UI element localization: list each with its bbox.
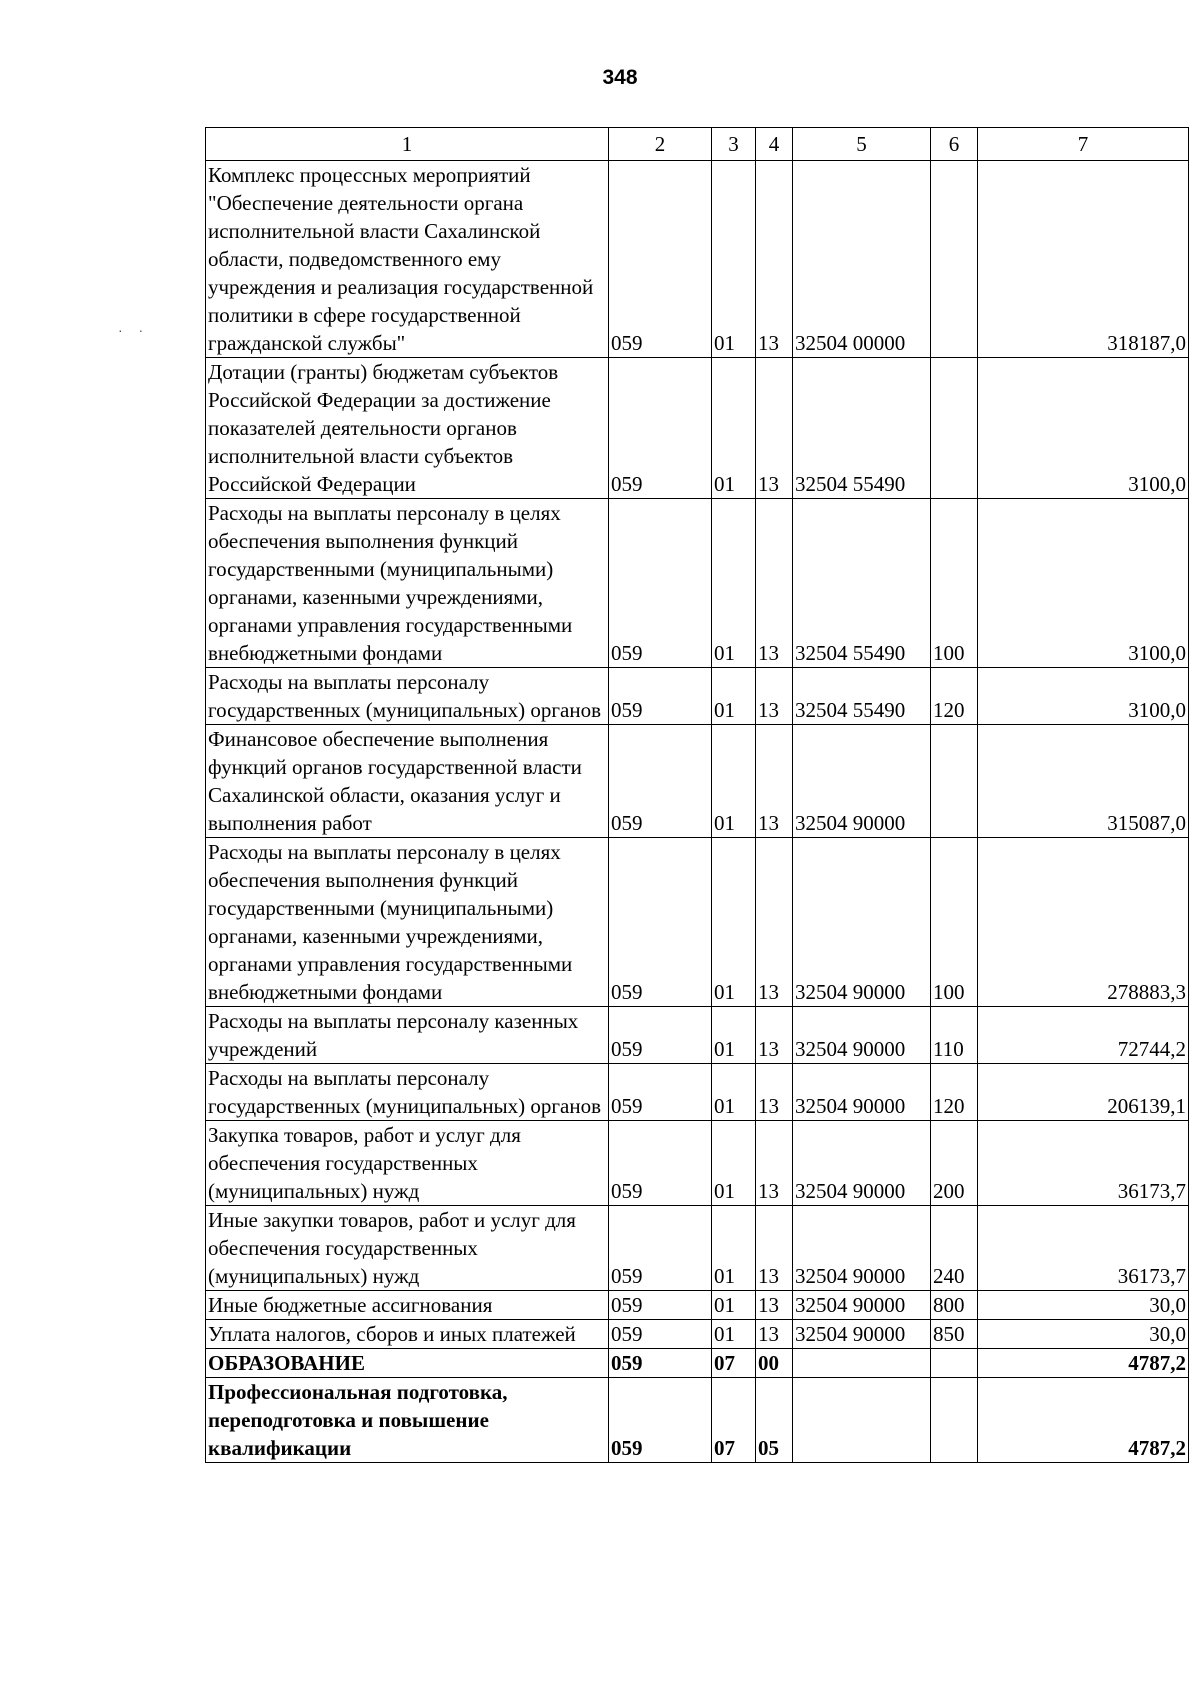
expense-type-cell	[931, 358, 978, 499]
row-name-cell: Закупка товаров, работ и услуг для обеспечения государственных (муниципальных) нужд	[206, 1121, 609, 1206]
target-article-cell: 32504 90000	[793, 838, 931, 1007]
amount-cell: 3100,0	[978, 668, 1189, 725]
expense-type-cell: 240	[931, 1206, 978, 1291]
expense-type-cell	[931, 161, 978, 358]
row-name-cell: Расходы на выплаты персоналу государственных (муниципальных) органов	[206, 1064, 609, 1121]
table-row	[206, 499, 1189, 668]
table-row	[206, 1349, 1189, 1378]
amount-cell: 3100,0	[978, 499, 1189, 668]
subsection-code-cell: 13	[756, 838, 793, 1007]
row-name-cell: Расходы на выплаты персоналу казенных учреждений	[206, 1007, 609, 1064]
amount-cell: 206139,1	[978, 1064, 1189, 1121]
expense-type-cell: 800	[931, 1291, 978, 1320]
row-name-cell: Профессиональная подготовка, переподготовка и повышение квалификации	[206, 1378, 609, 1463]
subsection-code-cell: 13	[756, 1121, 793, 1206]
expense-type-cell	[931, 725, 978, 838]
amount-cell: 278883,3	[978, 838, 1189, 1007]
section-code-cell: 01	[712, 1320, 756, 1349]
ministry-code-cell: 059	[609, 725, 712, 838]
budget-table	[205, 127, 1189, 1463]
header-cell-2: 2	[609, 128, 712, 161]
amount-cell: 315087,0	[978, 725, 1189, 838]
section-code-cell: 01	[712, 358, 756, 499]
amount-cell: 36173,7	[978, 1121, 1189, 1206]
table-row	[206, 725, 1189, 838]
header-cell-1: 1	[206, 128, 609, 161]
target-article-cell: 32504 90000	[793, 1320, 931, 1349]
subsection-code-cell: 13	[756, 1291, 793, 1320]
expense-type-cell: 100	[931, 499, 978, 668]
expense-type-cell: 850	[931, 1320, 978, 1349]
target-article-cell: 32504 90000	[793, 1064, 931, 1121]
ministry-code-cell: 059	[609, 1064, 712, 1121]
subsection-code-cell: 13	[756, 668, 793, 725]
row-name-cell: Расходы на выплаты персоналу государственных (муниципальных) органов	[206, 668, 609, 725]
ministry-code-cell: 059	[609, 838, 712, 1007]
section-code-cell: 07	[712, 1378, 756, 1463]
ministry-code-cell: 059	[609, 1320, 712, 1349]
section-code-cell: 01	[712, 1121, 756, 1206]
row-name-cell: Расходы на выплаты персоналу в целях обеспечения выполнения функций государственными (муниципальными) органами, казенными учреждениями, органами управления государственными внебюджетными фондами	[206, 838, 609, 1007]
expense-type-cell: 110	[931, 1007, 978, 1064]
target-article-cell: 32504 90000	[793, 1291, 931, 1320]
target-article-cell	[793, 1378, 931, 1463]
ministry-code-cell: 059	[609, 1291, 712, 1320]
subsection-code-cell: 13	[756, 161, 793, 358]
table-row	[206, 1378, 1189, 1463]
scan-marks: · ·	[118, 322, 150, 338]
table-row	[206, 161, 1189, 358]
row-name-cell: Комплекс процессных мероприятий "Обеспечение деятельности органа исполнительной власти Сахалинской области, подведомственного ему учреждения и реализация государственной политики в сфере государственной гражданской службы"	[206, 161, 609, 358]
row-name-cell: Иные закупки товаров, работ и услуг для обеспечения государственных (муниципальных) нужд	[206, 1206, 609, 1291]
ministry-code-cell: 059	[609, 161, 712, 358]
ministry-code-cell: 059	[609, 499, 712, 668]
subsection-code-cell: 13	[756, 725, 793, 838]
section-code-cell: 01	[712, 1064, 756, 1121]
row-name-cell: Иные бюджетные ассигнования	[206, 1291, 609, 1320]
ministry-code-cell: 059	[609, 1121, 712, 1206]
ministry-code-cell: 059	[609, 1007, 712, 1064]
section-code-cell: 07	[712, 1349, 756, 1378]
section-code-cell: 01	[712, 838, 756, 1007]
amount-cell: 318187,0	[978, 161, 1189, 358]
amount-cell: 30,0	[978, 1320, 1189, 1349]
expense-type-cell: 120	[931, 1064, 978, 1121]
subsection-code-cell: 05	[756, 1378, 793, 1463]
header-cell-4: 4	[756, 128, 793, 161]
row-name-cell: Расходы на выплаты персоналу в целях обеспечения выполнения функций государственными (муниципальными) органами, казенными учреждениями, органами управления государственными внебюджетными фондами	[206, 499, 609, 668]
amount-cell: 36173,7	[978, 1206, 1189, 1291]
section-code-cell: 01	[712, 1007, 756, 1064]
header-cell-6: 6	[931, 128, 978, 161]
target-article-cell: 32504 55490	[793, 668, 931, 725]
amount-cell: 72744,2	[978, 1007, 1189, 1064]
target-article-cell: 32504 55490	[793, 499, 931, 668]
header-row	[206, 128, 1189, 161]
target-article-cell: 32504 55490	[793, 358, 931, 499]
target-article-cell: 32504 00000	[793, 161, 931, 358]
target-article-cell	[793, 1349, 931, 1378]
row-name-cell: Дотации (гранты) бюджетам субъектов Российской Федерации за достижение показателей деятельности органов исполнительной власти субъектов Российской Федерации	[206, 358, 609, 499]
section-code-cell: 01	[712, 725, 756, 838]
table-row	[206, 838, 1189, 1007]
amount-cell: 30,0	[978, 1291, 1189, 1320]
amount-cell: 3100,0	[978, 358, 1189, 499]
expense-type-cell: 200	[931, 1121, 978, 1206]
expense-type-cell: 100	[931, 838, 978, 1007]
section-code-cell: 01	[712, 499, 756, 668]
subsection-code-cell: 13	[756, 1007, 793, 1064]
expense-type-cell	[931, 1378, 978, 1463]
ministry-code-cell: 059	[609, 668, 712, 725]
amount-cell: 4787,2	[978, 1378, 1189, 1463]
target-article-cell: 32504 90000	[793, 1206, 931, 1291]
table-row	[206, 1121, 1189, 1206]
target-article-cell: 32504 90000	[793, 1121, 931, 1206]
subsection-code-cell: 13	[756, 358, 793, 499]
row-name-cell: Финансовое обеспечение выполнения функций органов государственной власти Сахалинской области, оказания услуг и выполнения работ	[206, 725, 609, 838]
section-code-cell: 01	[712, 161, 756, 358]
ministry-code-cell: 059	[609, 1206, 712, 1291]
subsection-code-cell: 13	[756, 499, 793, 668]
subsection-code-cell: 00	[756, 1349, 793, 1378]
row-name-cell: Уплата налогов, сборов и иных платежей	[206, 1320, 609, 1349]
header-cell-3: 3	[712, 128, 756, 161]
section-code-cell: 01	[712, 1291, 756, 1320]
table-row	[206, 1320, 1189, 1349]
header-cell-5: 5	[793, 128, 931, 161]
header-cell-7: 7	[978, 128, 1189, 161]
table-row	[206, 1291, 1189, 1320]
target-article-cell: 32504 90000	[793, 1007, 931, 1064]
subsection-code-cell: 13	[756, 1206, 793, 1291]
ministry-code-cell: 059	[609, 1378, 712, 1463]
expense-type-cell: 120	[931, 668, 978, 725]
page-number: 348	[602, 66, 638, 89]
section-code-cell: 01	[712, 1206, 756, 1291]
table-row	[206, 358, 1189, 499]
section-code-cell: 01	[712, 668, 756, 725]
ministry-code-cell: 059	[609, 1349, 712, 1378]
target-article-cell: 32504 90000	[793, 725, 931, 838]
table-row	[206, 1064, 1189, 1121]
subsection-code-cell: 13	[756, 1064, 793, 1121]
table-row	[206, 668, 1189, 725]
subsection-code-cell: 13	[756, 1320, 793, 1349]
expense-type-cell	[931, 1349, 978, 1378]
ministry-code-cell: 059	[609, 358, 712, 499]
table-row	[206, 1206, 1189, 1291]
row-name-cell: ОБРАЗОВАНИЕ	[206, 1349, 609, 1378]
table-row	[206, 1007, 1189, 1064]
amount-cell: 4787,2	[978, 1349, 1189, 1378]
